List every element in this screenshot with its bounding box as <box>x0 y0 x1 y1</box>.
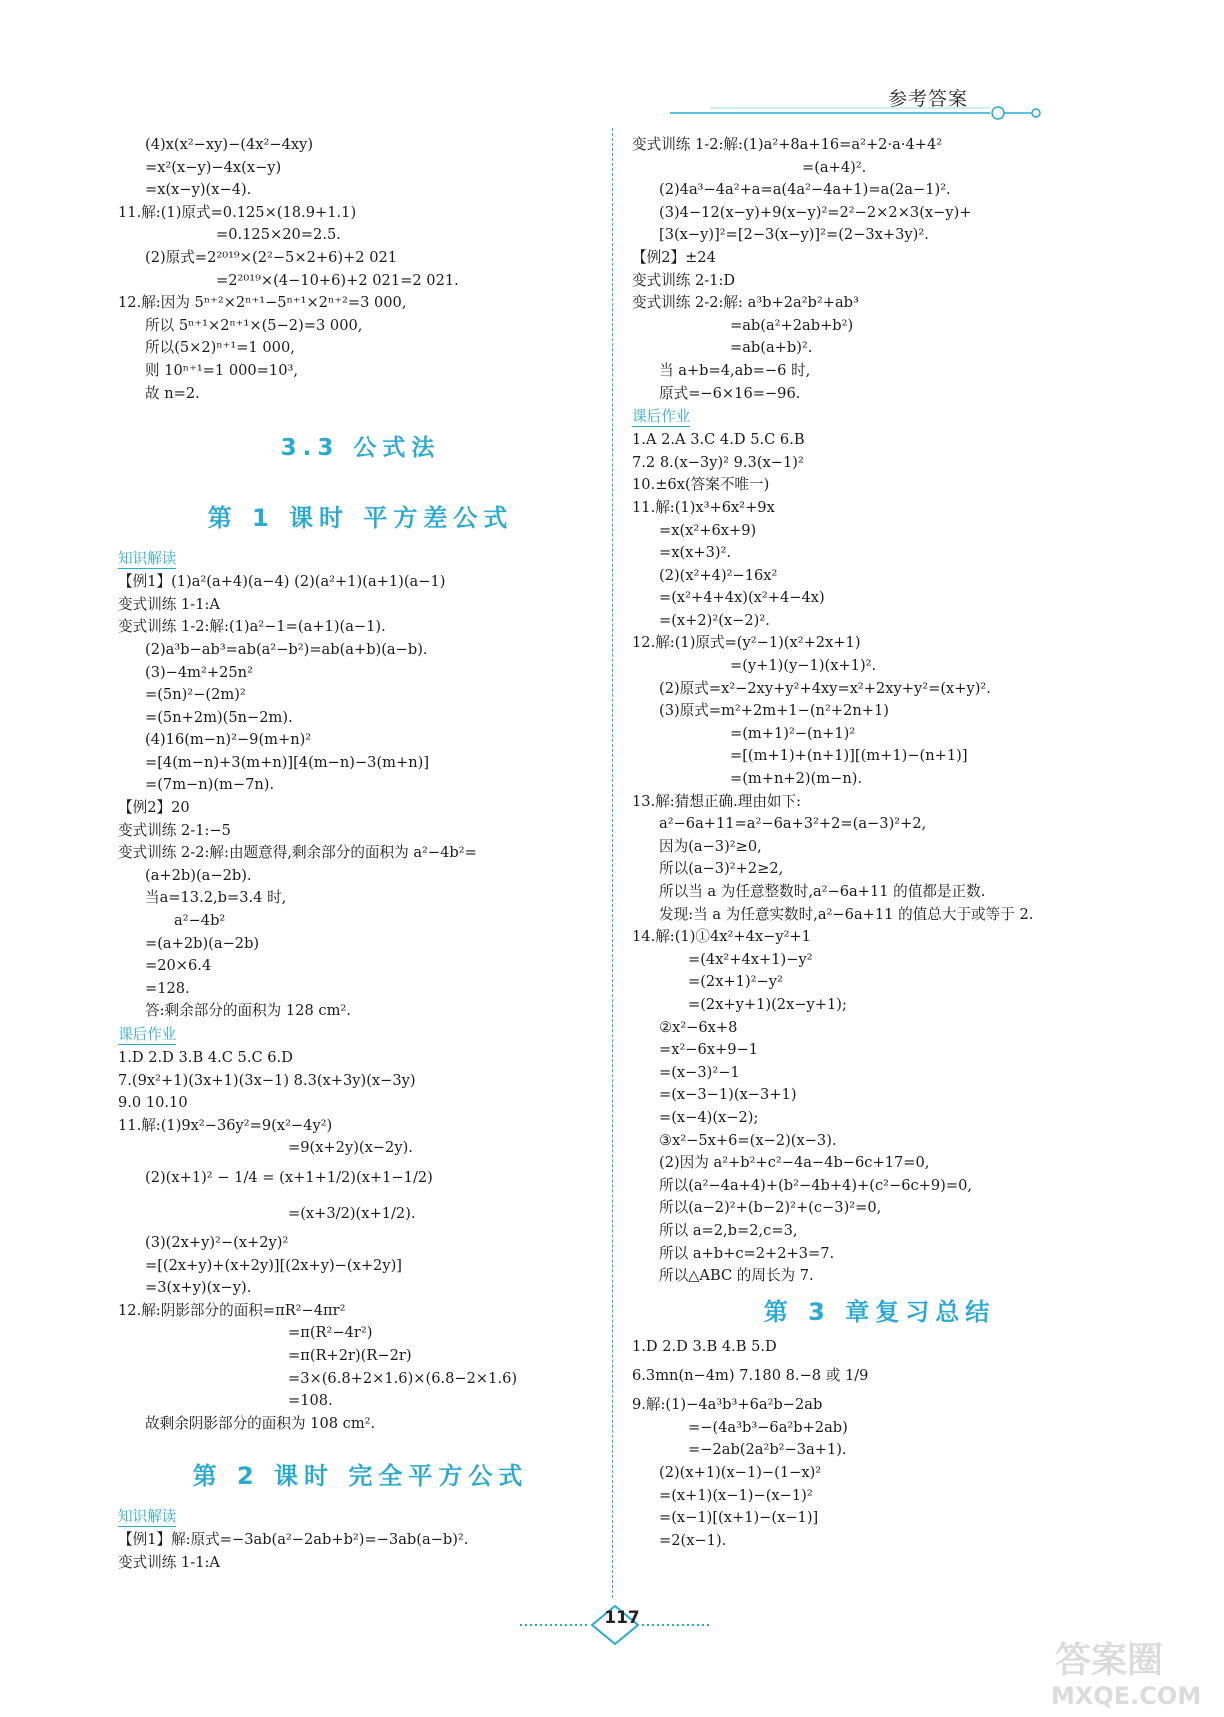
lesson-heading: 第 1 课时 平方差公式 <box>207 504 514 533</box>
answer-line: =(x−1)[(x+1)−(x−1)] <box>659 1509 819 1527</box>
answer-line: =128. <box>145 979 190 997</box>
section-tag: 知识解读 <box>118 1508 177 1526</box>
answer-line: (2)原式=x²−2xy+y²+4xy=x²+2xy+y²=(x+y)². <box>659 679 991 697</box>
answer-line: =(x−4)(x−2); <box>659 1108 759 1126</box>
answer-line: =π(R²−4r²) <box>288 1324 373 1342</box>
answer-line: =(m+1)²−(n+1)² <box>730 724 856 742</box>
answer-line: 12.解:(1)原式=(y²−1)(x²+2x+1) <box>632 634 861 652</box>
answer-line: 变式训练 1-1:A <box>118 595 220 613</box>
answer-line: =(x²+4+4x)(x²+4−4x) <box>659 589 825 607</box>
answer-line: 【例1】解:原式=−3ab(a²−2ab+b²)=−3ab(a−b)². <box>118 1531 469 1549</box>
answer-line: =x²−6x+9−1 <box>659 1041 759 1059</box>
answer-line: 变式训练 1-1:A <box>118 1553 220 1571</box>
left-column <box>118 134 603 1575</box>
answer-line: =0.125×20=2.5. <box>216 226 341 244</box>
answer-line: =(x+2)²(x−2)². <box>659 611 770 629</box>
section-heading: 3.3 公式法 <box>280 435 441 462</box>
answer-line: =2²⁰¹⁹×(4−10+6)+2 021=2 021. <box>216 271 459 289</box>
header-title: 参考答案 <box>888 88 969 110</box>
answer-line: 故 n=2. <box>145 384 200 402</box>
answer-line: =(5n+2m)(5n−2m). <box>145 708 293 726</box>
answer-line: 12.解:阴影部分的面积=πR²−4πr² <box>118 1301 346 1319</box>
answer-line: 当 a+b=4,ab=−6 时, <box>659 361 811 379</box>
answer-line: =(2x+y+1)(2x−y+1); <box>688 995 847 1013</box>
answer-line: =9(x+2y)(x−2y). <box>288 1139 413 1157</box>
answer-line: =20×6.4 <box>145 957 212 975</box>
answer-line: 所以当 a 为任意整数时,a²−6a+11 的值都是正数. <box>659 883 986 900</box>
answer-line: 12.解:因为 5ⁿ⁺²×2ⁿ⁺¹−5ⁿ⁺¹×2ⁿ⁺²=3 000, <box>118 294 407 312</box>
answer-line: =x(x−y)(x−4). <box>145 181 252 199</box>
answer-line: (3)原式=m²+2m+1−(n²+2n+1) <box>659 702 889 720</box>
svg-text:答案圈: 答案圈 <box>1055 1640 1164 1681</box>
answer-line: 11.解:(1)原式=0.125×(18.9+1.1) <box>118 203 357 221</box>
answer-line: (2)(x²+4)²−16x² <box>659 566 778 584</box>
answer-line: =3×(6.8+2×1.6)×(6.8−2×1.6) <box>288 1369 518 1387</box>
answer-line: 变式训练 2-2:解: a³b+2a²b²+ab³ <box>632 294 859 312</box>
answer-line: =(y+1)(y−1)(x+1)². <box>730 657 877 675</box>
answer-line: ②x²−6x+8 <box>659 1018 738 1036</box>
answer-line: 13.解:猜想正确.理由如下: <box>632 792 802 810</box>
answer-line: 11.解:(1)x³+6x²+9x <box>632 498 775 516</box>
answer-line: (4)16(m−n)²−9(m+n)² <box>145 731 312 749</box>
answer-line: (2)a³b−ab³=ab(a²−b²)=ab(a+b)(a−b). <box>145 640 428 658</box>
answer-line: =(4x²+4x+1)−y² <box>688 950 813 968</box>
answer-line: =(7m−n)(m−7n). <box>145 776 275 794</box>
answer-line: (4)x(x²−xy)−(4x²−4xy) <box>145 136 314 153</box>
answer-line: a²−6a+11=a²−6a+3²+2=(a−3)²+2, <box>659 815 927 833</box>
answer-line: 1.D 2.D 3.B 4.C 5.C 6.D <box>118 1049 293 1066</box>
answer-line: 所以(a−3)²+2≥2, <box>659 860 784 878</box>
answer-line: =x(x+3)². <box>659 544 732 562</box>
column-divider <box>612 128 613 1598</box>
answer-line: 【例2】20 <box>118 799 190 817</box>
answer-line: 变式训练 1-2:解:(1)a²−1=(a+1)(a−1). <box>118 618 386 636</box>
answer-line: =x(x²+6x+9) <box>659 521 757 539</box>
answer-line: 原式=−6×16=−96. <box>659 384 801 402</box>
answer-line: 所以(a²−4a+4)+(b²−4b+4)+(c²−6c+9)=0, <box>659 1176 973 1194</box>
answer-line: 发现:当 a 为任意实数时,a²−6a+11 的值总大于或等于 2. <box>659 905 1034 923</box>
answer-line: =108. <box>288 1392 333 1410</box>
answer-line: (3)(2x+y)²−(x+2y)² <box>145 1233 289 1251</box>
answer-line: =−(4a³b³−6a²b+2ab) <box>688 1418 848 1436</box>
answer-line: =(x−3−1)(x−3+1) <box>659 1086 797 1104</box>
answer-line: 所以(a−2)²+(b−2)²+(c−3)²=0, <box>659 1199 882 1217</box>
answer-line: a²−4b² <box>174 912 226 930</box>
answer-line: 6.3mn(n−4m) 7.180 8.−8 或 1/9 <box>632 1367 869 1385</box>
answer-line: 当a=13.2,b=3.4 时, <box>145 889 287 907</box>
answer-line: =2(x−1). <box>659 1531 727 1549</box>
right-column <box>632 134 1127 1552</box>
answer-line: =[(2x+y)+(x+2y)][(2x+y)−(x+2y)] <box>145 1256 402 1274</box>
answer-line: 7.2 8.(x−3y)² 9.3(x−1)² <box>632 453 804 471</box>
answer-line: 变式训练 2-2:解:由题意得,剩余部分的面积为 a²−4b²= <box>118 844 477 862</box>
answer-line: 【例1】(1)a²(a+4)(a−4) (2)(a²+1)(a+1)(a−1) <box>118 573 446 591</box>
answer-line: =−2ab(2a²b²−3a+1). <box>688 1441 847 1459</box>
answer-line: 所以 a=2,b=2,c=3, <box>659 1221 798 1239</box>
svg-text:MXQE.COM: MXQE.COM <box>1051 1682 1202 1710</box>
answer-line: 所以 a+b+c=2+2+3=7. <box>659 1244 835 1262</box>
answer-line: =(5n)²−(2m)² <box>145 686 246 704</box>
answer-line: 变式训练 2-1:−5 <box>118 821 231 839</box>
answer-line: =(x−3)²−1 <box>659 1063 740 1081</box>
section-tag: 课后作业 <box>632 408 691 426</box>
answer-line: 7.(9x²+1)(3x+1)(3x−1) 8.3(x+3y)(x−3y) <box>118 1071 416 1089</box>
answer-line: ③x²−5x+6=(x−2)(x−3). <box>659 1131 837 1149</box>
answer-line: (3)−4m²+25n² <box>145 663 253 681</box>
answer-line: 变式训练 2-1:D <box>632 271 736 289</box>
answer-line: 【例2】±24 <box>632 248 716 266</box>
answer-line: =(x+3/2)(x+1/2). <box>288 1204 416 1222</box>
answer-line: (2)因为 a²+b²+c²−4a−4b−6c+17=0, <box>659 1154 930 1172</box>
answer-line: 1.A 2.A 3.C 4.D 5.C 6.B <box>632 431 805 449</box>
lesson-heading: 第 2 课时 完全平方公式 <box>192 1462 529 1491</box>
answer-line: =ab(a+b)². <box>730 339 813 357</box>
answer-line: (3)4−12(x−y)+9(x−y)²=2²−2×2×3(x−y)+ <box>659 203 972 221</box>
section-tag: 知识解读 <box>118 550 177 568</box>
answer-line: (2)(x+1)(x−1)−(1−x)² <box>659 1464 822 1482</box>
answer-line: =[4(m−n)+3(m+n)][4(m−n)−3(m+n)] <box>145 753 430 771</box>
answer-line: 答:剩余部分的面积为 128 cm². <box>145 1002 351 1020</box>
watermark-logo <box>1045 1630 1215 1710</box>
answer-line: 10.±6x(答案不唯一) <box>632 476 770 494</box>
answer-line: =(x+1)(x−1)−(x−1)² <box>659 1486 813 1504</box>
answer-line: =x²(x−y)−4x(x−y) <box>145 158 282 176</box>
answer-line: 故剩余阴影部分的面积为 108 cm². <box>145 1414 376 1432</box>
answer-line: =π(R+2r)(R−2r) <box>288 1346 412 1364</box>
answer-line: =(a+2b)(a−2b) <box>145 934 260 952</box>
answer-line: 变式训练 1-2:解:(1)a²+8a+16=a²+2·a·4+4² <box>632 136 943 153</box>
answer-line: =[(m+1)+(n+1)][(m+1)−(n+1)] <box>730 747 968 765</box>
answer-line: 9.0 10.10 <box>118 1094 188 1112</box>
answer-line: (2)原式=2²⁰¹⁹×(2²−5×2+6)+2 021 <box>145 248 398 266</box>
answer-line: 则 10ⁿ⁺¹=1 000=10³, <box>145 361 298 379</box>
answer-line: 所以△ABC 的周长为 7. <box>659 1267 814 1285</box>
answer-line: 9.解:(1)−4a³b³+6a²b−2ab <box>632 1396 823 1414</box>
answer-line: 1.D 2.D 3.B 4.B 5.D <box>632 1337 777 1355</box>
section-tag: 课后作业 <box>118 1026 177 1043</box>
answer-line: 因为(a−3)²≥0, <box>659 837 762 855</box>
answer-line: =3(x+y)(x−y). <box>145 1279 252 1297</box>
answer-line: 所以(5×2)ⁿ⁺¹=1 000, <box>145 339 295 357</box>
answer-line: 所以 5ⁿ⁺¹×2ⁿ⁺¹×(5−2)=3 000, <box>145 316 363 334</box>
answer-line: =(a+4)². <box>802 158 867 176</box>
answer-line: =ab(a²+2ab+b²) <box>730 316 854 334</box>
chapter-review-heading: 第 3 章复习总结 <box>763 1297 996 1326</box>
answer-line: (2)4a³−4a²+a=a(4a²−4a+1)=a(2a−1)². <box>659 181 951 199</box>
page-number: 117 <box>604 1608 640 1628</box>
header-decoration <box>670 104 1150 124</box>
answer-line: =(2x+1)²−y² <box>688 973 783 991</box>
answer-line: (2)(x+1)² − 1/4 = (x+1+1/2)(x+1−1/2) <box>145 1168 433 1186</box>
answer-line: 14.解:(1)①4x²+4x−y²+1 <box>632 928 811 946</box>
answer-line: [3(x−y)]²=[2−3(x−y)]²=(2−3x+3y)². <box>659 226 929 244</box>
answer-line: (a+2b)(a−2b). <box>145 866 252 884</box>
answer-line: =(m+n+2)(m−n). <box>730 770 863 788</box>
answer-line: 11.解:(1)9x²−36y²=9(x²−4y²) <box>118 1116 333 1134</box>
